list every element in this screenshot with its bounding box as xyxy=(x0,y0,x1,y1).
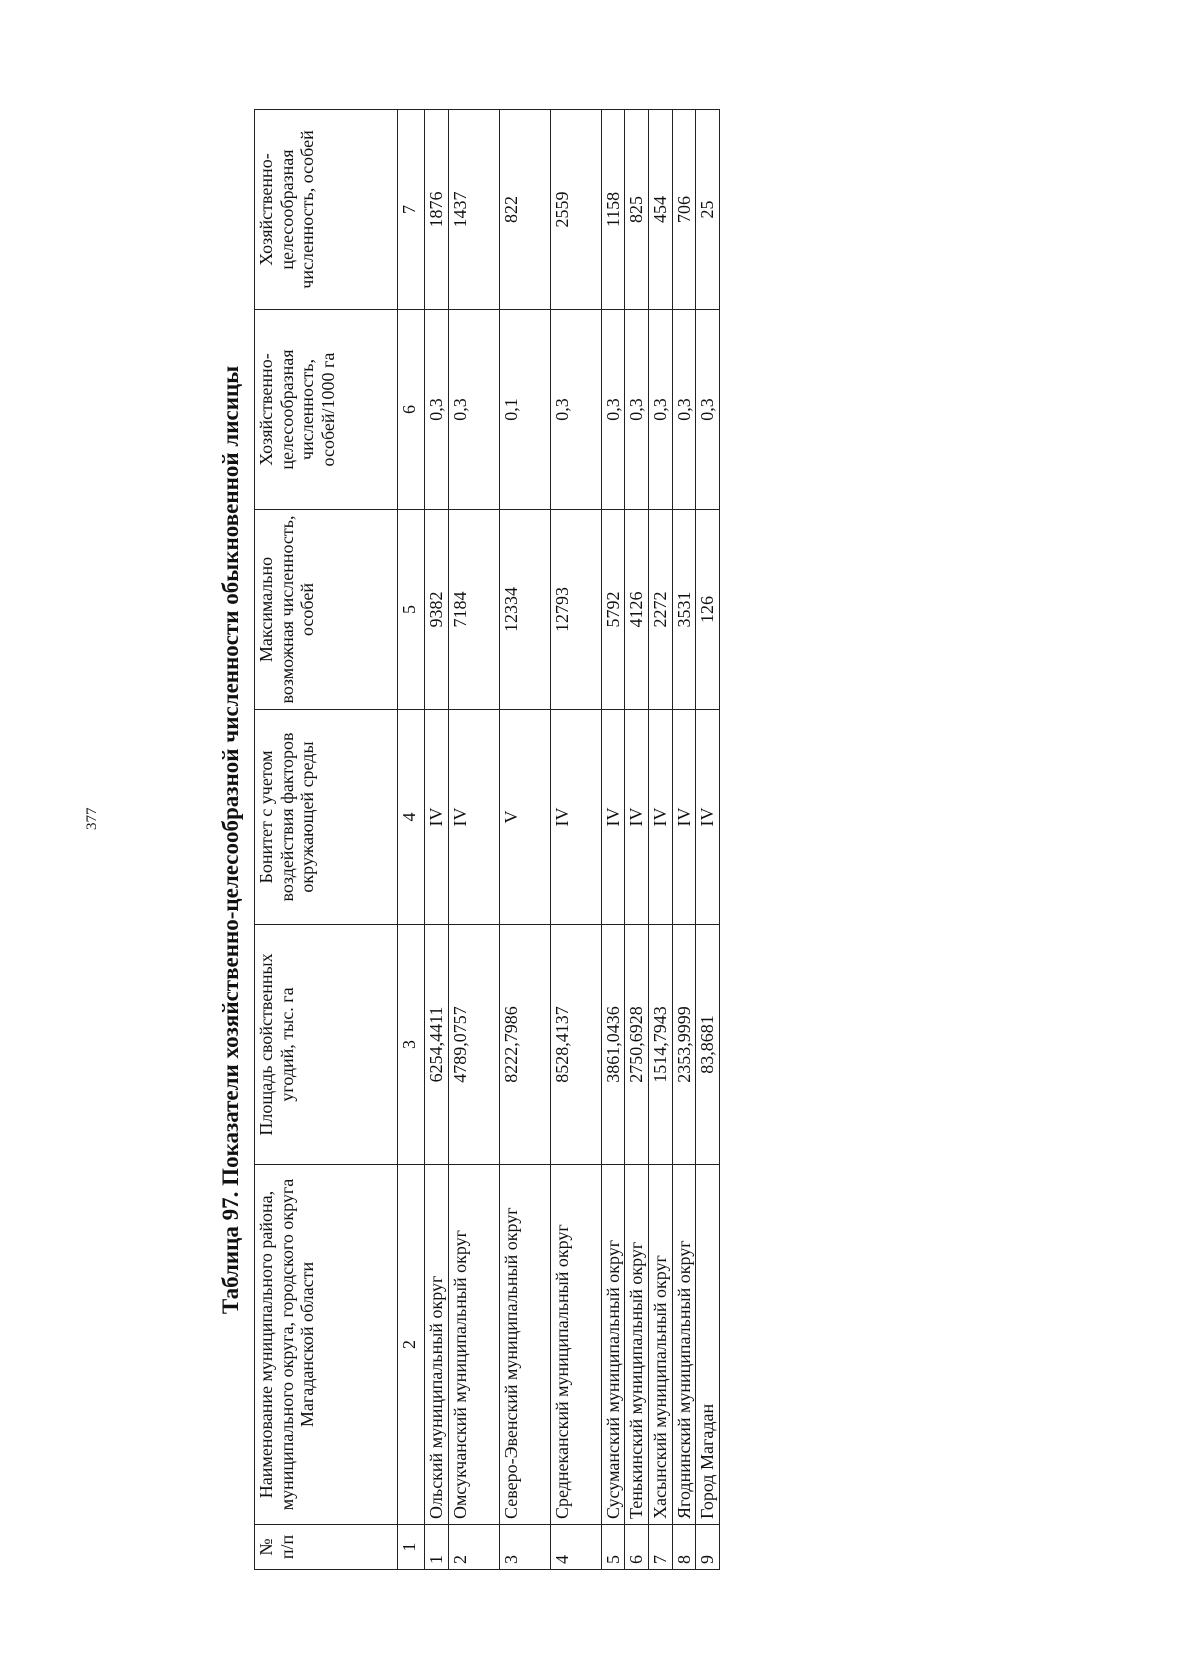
max-population-cell: 9382 xyxy=(425,510,449,710)
max-population-cell: 12334 xyxy=(499,510,550,710)
bonitet-cell: IV xyxy=(448,710,499,925)
district-name-cell: Омсукчанский муниципальный округ xyxy=(448,1165,499,1525)
district-name-cell: Северо-Эвенский муниципальный округ xyxy=(499,1165,550,1525)
header-cell: Хозяйственно-целесообразная численность, особей xyxy=(255,110,398,310)
max-population-cell: 7184 xyxy=(448,510,499,710)
bonitet-cell: V xyxy=(499,710,550,925)
max-population-cell: 12793 xyxy=(550,510,601,710)
area-cell: 2750,6928 xyxy=(625,925,649,1165)
max-population-cell: 2272 xyxy=(649,510,673,710)
column-index-cell: 5 xyxy=(398,510,425,710)
column-index-cell: 4 xyxy=(398,710,425,925)
row-number-cell: 2 xyxy=(448,1525,499,1570)
row-number-cell: 9 xyxy=(696,1525,720,1570)
column-index-cell: 6 xyxy=(398,310,425,510)
district-name-cell: Ягоднинский муниципальный округ xyxy=(672,1165,696,1525)
area-cell: 8222,7986 xyxy=(499,925,550,1165)
bonitet-cell: IV xyxy=(601,710,625,925)
area-cell: 1514,7943 xyxy=(649,925,673,1165)
bonitet-cell: IV xyxy=(550,710,601,925)
area-cell: 3861,0436 xyxy=(601,925,625,1165)
density-cell: 0,3 xyxy=(649,310,673,510)
max-population-cell: 4126 xyxy=(625,510,649,710)
header-cell: Площадь свойственных угодий, тыс. га xyxy=(255,925,398,1165)
header-cell: Наименование муниципального района, муниципального округа, городского округа Магаданской области xyxy=(255,1165,398,1525)
district-name-cell: Хасынский муниципальный округ xyxy=(649,1165,673,1525)
row-number-cell: 7 xyxy=(649,1525,673,1570)
population-cell: 454 xyxy=(649,110,673,310)
max-population-cell: 126 xyxy=(696,510,720,710)
district-name-cell: Город Магадан xyxy=(696,1165,720,1525)
table-row xyxy=(672,110,696,1570)
bonitet-cell: IV xyxy=(649,710,673,925)
column-index-cell: 1 xyxy=(398,1525,425,1570)
district-name-cell: Среднеканский муниципальный округ xyxy=(550,1165,601,1525)
density-cell: 0,1 xyxy=(499,310,550,510)
table-row xyxy=(649,110,673,1570)
max-population-cell: 3531 xyxy=(672,510,696,710)
row-number-cell: 5 xyxy=(601,1525,625,1570)
density-cell: 0,3 xyxy=(625,310,649,510)
max-population-cell: 5792 xyxy=(601,510,625,710)
table-row xyxy=(696,110,720,1570)
row-number-cell: 1 xyxy=(425,1525,449,1570)
area-cell: 8528,4137 xyxy=(550,925,601,1165)
column-index-cell: 3 xyxy=(398,925,425,1165)
area-cell: 4789,0757 xyxy=(448,925,499,1165)
rotated-table-block xyxy=(214,110,720,1570)
column-index-cell: 2 xyxy=(398,1165,425,1525)
table-row xyxy=(601,110,625,1570)
density-cell: 0,3 xyxy=(601,310,625,510)
area-cell: 6254,4411 xyxy=(425,925,449,1165)
table-row xyxy=(425,110,449,1570)
density-cell: 0,3 xyxy=(696,310,720,510)
column-index-row xyxy=(398,110,425,1570)
population-cell: 1158 xyxy=(601,110,625,310)
table-row xyxy=(625,110,649,1570)
row-number-cell: 8 xyxy=(672,1525,696,1570)
population-cell: 825 xyxy=(625,110,649,310)
district-name-cell: Ольский муниципальный округ xyxy=(425,1165,449,1525)
density-cell: 0,3 xyxy=(425,310,449,510)
column-index-cell: 7 xyxy=(398,110,425,310)
district-name-cell: Тенькинский муниципальный округ xyxy=(625,1165,649,1525)
population-cell: 1876 xyxy=(425,110,449,310)
header-cell: № п/п xyxy=(255,1525,398,1570)
bonitet-cell: IV xyxy=(672,710,696,925)
density-cell: 0,3 xyxy=(448,310,499,510)
row-number-cell: 4 xyxy=(550,1525,601,1570)
header-cell: Бонитет с учетом воздействия факторов окружающей среды xyxy=(255,710,398,925)
table-title: Таблица 97. Показатели хозяйственно-целесообразной численности обыкновенной лисицы xyxy=(218,365,243,1315)
fox-population-table xyxy=(254,109,720,1570)
row-number-cell: 6 xyxy=(625,1525,649,1570)
table-row xyxy=(448,110,499,1570)
area-cell: 2353,9999 xyxy=(672,925,696,1165)
population-cell: 706 xyxy=(672,110,696,310)
table-row xyxy=(550,110,601,1570)
bonitet-cell: IV xyxy=(696,710,720,925)
density-cell: 0,3 xyxy=(672,310,696,510)
population-cell: 25 xyxy=(696,110,720,310)
row-number-cell: 3 xyxy=(499,1525,550,1570)
bonitet-cell: IV xyxy=(625,710,649,925)
area-cell: 83,8681 xyxy=(696,925,720,1165)
district-name-cell: Сусуманский муниципальный округ xyxy=(601,1165,625,1525)
header-cell: Максимально возможная численность, особей xyxy=(255,510,398,710)
header-row xyxy=(255,110,398,1570)
page-number: 377 xyxy=(84,807,100,830)
header-cell: Хозяйственно-целесообразная численность, особей/1000 га xyxy=(255,310,398,510)
bonitet-cell: IV xyxy=(425,710,449,925)
population-cell: 822 xyxy=(499,110,550,310)
table-row xyxy=(499,110,550,1570)
population-cell: 1437 xyxy=(448,110,499,310)
population-cell: 2559 xyxy=(550,110,601,310)
density-cell: 0,3 xyxy=(550,310,601,510)
